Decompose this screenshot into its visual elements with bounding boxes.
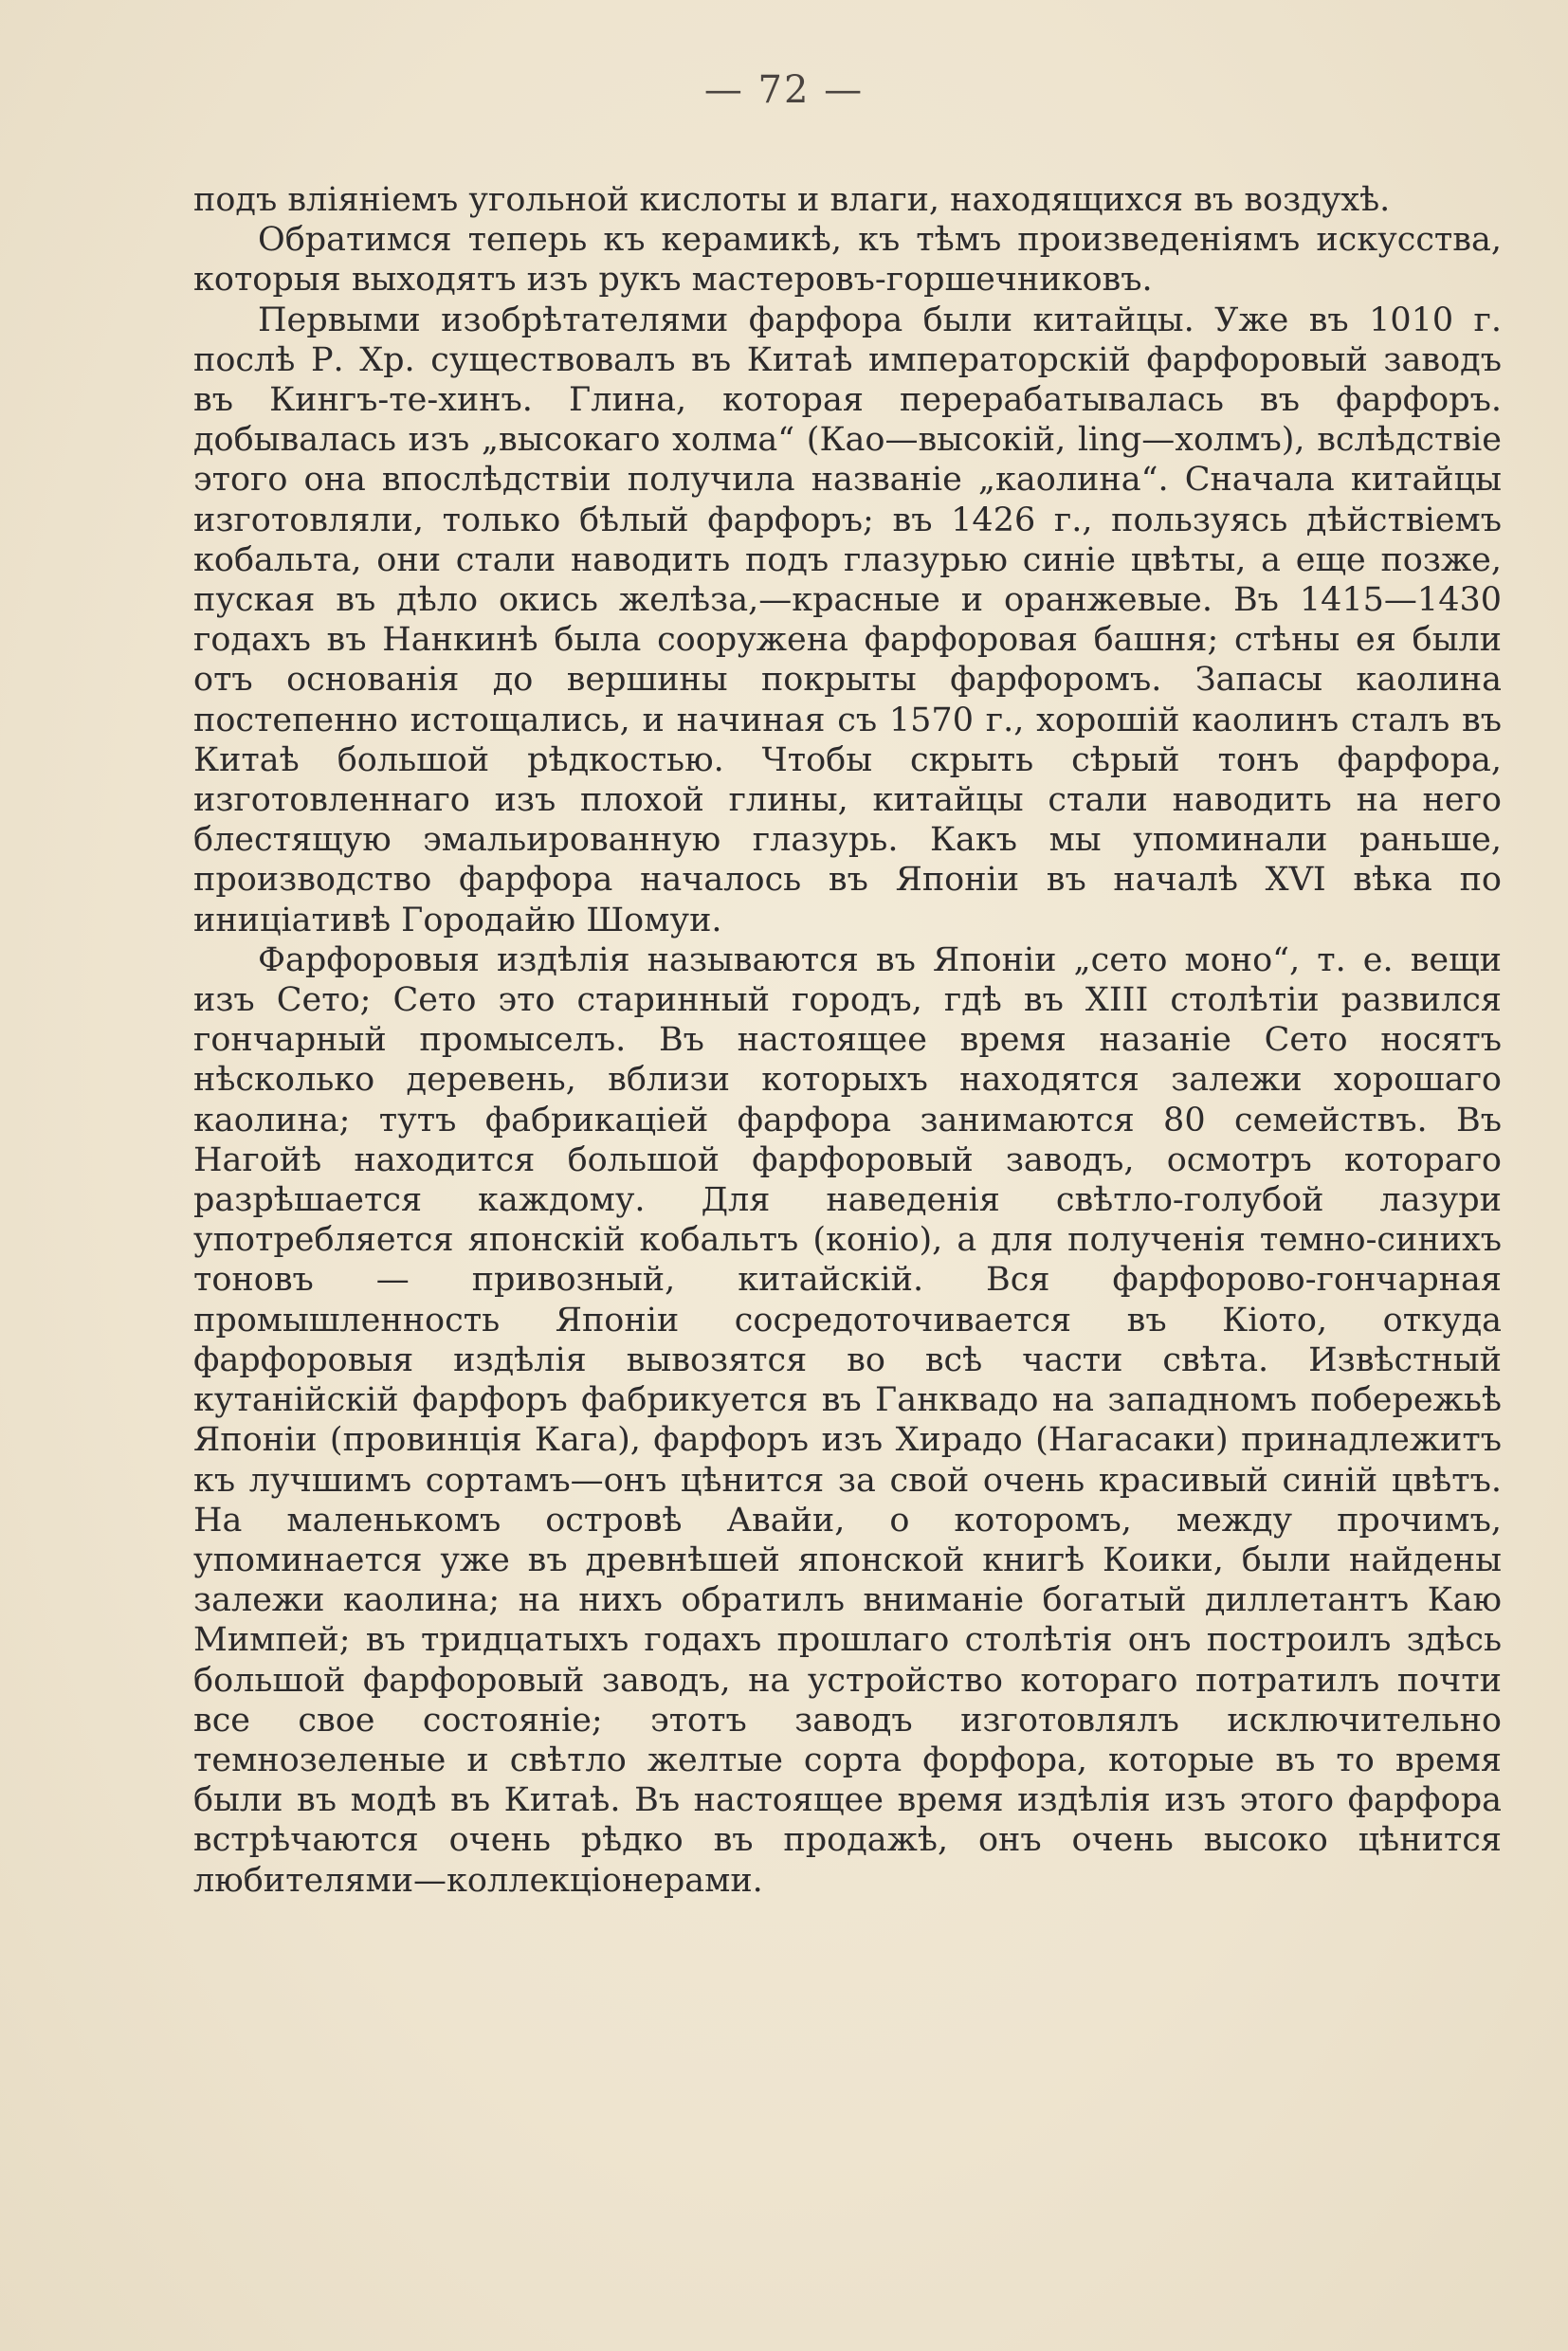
paragraph-1: подъ вліяніемъ угольной кислоты и влаги, находящихся въ воздухѣ. bbox=[193, 181, 1391, 219]
paragraph-2: Обратимся теперь къ керамикѣ, къ тѣмъ произведеніямъ искусства, которыя выходятъ изъ рукъ мастеровъ-горшечниковъ. bbox=[193, 221, 1502, 300]
paragraph-3: Первыми изобрѣтателями фарфора были китайцы. Уже въ 1010 г. послѣ Р. Хр. существовалъ въ Китаѣ императорскій фарфоровый заводъ въ Кингъ-те-хинъ. Глина, которая перерабатывалась въ фарфоръ. добывалась изъ „высокаго холма“ (Као—высокій, ling—холмъ), вслѣдствіе этого она впослѣдствіи получила названіе „каолина“. Сначала китайцы изготовляли, только бѣлый фарфоръ; въ 1426 г., пользуясь дѣйствіемъ кобальта, они стали наводить подъ глазурью синіе цвѣты, а еще позже, пуская въ дѣло окись желѣза,—красные и оранжевые. Въ 1415—1430 годахъ въ Нанкинѣ была сооружена фарфоровая башня; стѣны ея были отъ основанія до вершины покрыты фарфоромъ. Запасы каолина постепенно истощались, и начиная съ 1570 г., хорошій каолинъ сталъ въ Китаѣ большой рѣдкостью. Чтобы скрыть сѣрый тонъ фарфора, изготовленнаго изъ плохой глины, китайцы стали наводить на него блестящую эмальированную глазурь. Какъ мы упоминали раньше, производство фарфора началось въ Японіи въ началѣ XVI вѣка по иниціативѣ Городайю Шомуи. bbox=[193, 301, 1502, 939]
page-number: — 72 — bbox=[703, 68, 865, 112]
body-text bbox=[193, 180, 1502, 1901]
paragraph-4: Фарфоровыя издѣлія называются въ Японіи „сето моно“, т. е. вещи изъ Сето; Сето это старинный городъ, гдѣ въ XIII столѣтіи развился гончарный промыселъ. Въ настоящее время назаніе Сето носятъ нѣсколько деревень, вблизи которыхъ находятся залежи хорошаго каолина; тутъ фабрикаціей фарфора занимаются 80 семействъ. Въ Нагойѣ находится большой фарфоровый заводъ, осмотръ котораго разрѣшается каждому. Для наведенія свѣтло-голубой лазури употребляется японскій кобальтъ (коніо), а для полученія темно-синихъ тоновъ — привозный, китайскій. Вся фарфорово-гончарная промышленность Японіи сосредоточивается въ Кіото, откуда фарфоровыя издѣлія вывозятся во всѣ части свѣта. Извѣстный кутанійскій фарфоръ фабрикуется въ Ганквадо на западномъ побережьѣ Японіи (провинція Кага), фарфоръ изъ Хирадо (Нагасаки) принадлежитъ къ лучшимъ сортамъ—онъ цѣнится за свой очень красивый синій цвѣтъ. На маленькомъ островѣ Авайи, о которомъ, между прочимъ, упоминается уже въ древнѣшей японской книгѣ Коики, были найдены залежи каолина; на нихъ обратилъ вниманіе богатый диллетантъ Каю Мимпей; въ тридцатыхъ годахъ прошлаго столѣтія онъ построилъ здѣсь большой фарфоровый заводъ, на устройство котораго потратилъ почти все свое состояніе; этотъ заводъ изготовлялъ исключительно темнозеленые и свѣтло желтые сорта форфора, которые въ то время были въ модѣ въ Китаѣ. Въ настоящее время издѣлія изъ этого фарфора встрѣчаются очень рѣдко въ продажѣ, онъ очень высоко цѣнится любителями—коллекціонерами. bbox=[193, 940, 1502, 1900]
